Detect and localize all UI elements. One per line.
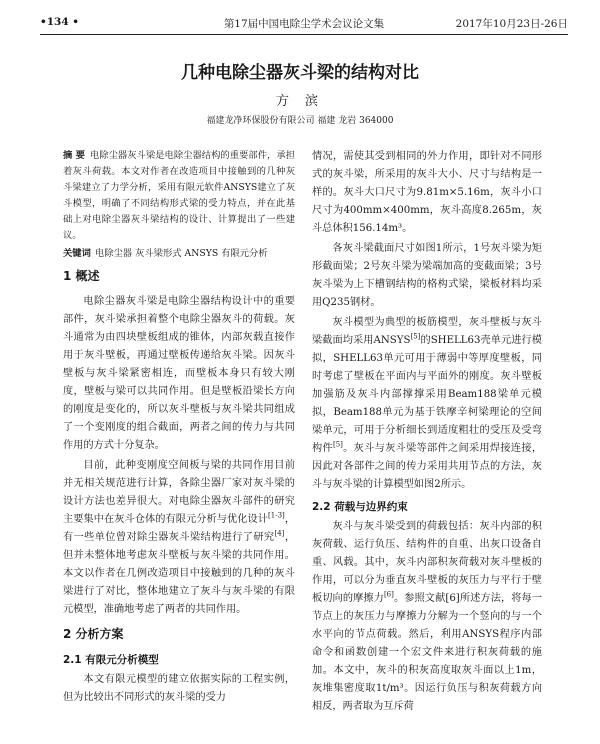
s21p3-text-a: 灰斗模型为典型的板筋模型，灰斗壁板与灰斗梁截面均采用ANSYS: [312, 317, 542, 346]
keywords: [63, 246, 295, 261]
section-2-1-paragraph-1-continued: 情况，需使其受到相同的外力作用，即针对不同形式的灰斗梁，所采用的灰斗大小、尺寸与结构是一样的。灰斗大口尺寸为9.81m×5.16m，灰斗小口尺寸为400mm×400mm，灰斗高度8.265m，灰斗总体积156.14m³。: [312, 151, 542, 234]
keywords-text: 电除尘器 灰斗梁形式 ANSYS 有限元分析: [94, 248, 268, 259]
right-column: [312, 148, 542, 718]
section-2-1-paragraph-2: 各灰斗梁截面尺寸如图1所示，1号灰斗梁为矩形截面梁；2号灰斗梁为梁端加高的变截面梁；3号灰斗梁为上下槽钢结构的格构式梁，梁板材料均采用Q235钢材。: [312, 243, 542, 308]
conference-name: 第17届中国电除尘学术会议论文集: [223, 18, 385, 30]
section-1-paragraph-1: 电除尘器灰斗梁是电除尘器结构设计中的重要部件，灰斗梁承担着整个电除尘器灰斗的荷载。灰斗通常为由四块壁板组成的锥体，内部灰载直接作用于灰斗壁板，再通过壁板传递给灰斗梁。因灰斗壁板与灰斗梁紧密相连，而壁板本身只有较大刚度，壁板与梁可以共同作用。但是壁板沿梁长方向的刚度是变化的，所以灰斗壁板与灰斗梁共同组成了一个变刚度的组合截面，两者之间的传力与共同作用的方式十分复杂。: [63, 296, 295, 451]
s1p2-text-a: 目前，此种变刚度空间板与梁的共同作用目前并无相关规范进行计算，各除尘器厂家对灰斗梁的设计方法也差异很大。对电除尘器灰斗部件的研究主要集中在灰斗仓体的有限元分析与优化设计: [63, 460, 295, 525]
citation-ref: [4]: [274, 529, 285, 538]
abstract-text: 电除尘器灰斗梁是电除尘器结构的重要部件，承担着灰斗荷载。本文对作者在改造项目中接触到的几种灰斗梁建立了力学分析，采用有限元软件ANSYS建立了灰斗模型，明确了不同结构形式梁的受力特点，并在此基础上对电除尘器灰斗梁结构的设计、计算提出了一些建议。: [63, 150, 295, 241]
s1p2-text-b: ，有一些单位曾对除尘器灰斗梁结构进行了研究: [63, 514, 296, 543]
citation-ref: [5]: [332, 440, 343, 449]
section-1-paragraph-2: [63, 457, 295, 619]
section-2-2-heading: 2.2 荷载与边界约束: [312, 501, 408, 513]
section-2-1-paragraph-3: [312, 314, 542, 494]
s1p2-text-c: ，但并未整体地考虑灰斗壁板与灰斗梁的共同作用。本文以作者在几例改造项目中接触到的几种的灰斗梁进行了对比，整体地建立了灰斗与灰斗梁的有限元模型，准确地考虑了两者的共同作用。: [63, 532, 296, 615]
abstract-label: 摘 要: [63, 150, 85, 161]
s22p1-text-b: 。参照文献[6]所述方法，将每一节点上的灰压力与摩擦力分解为一个竖向的与一个水平向的节点荷载。然后，利用ANSYS程序内部命令和函数创建一个宏文件来进行积灰荷载的施加。本文中，灰斗的积灰高度取灰斗面以上1m，灰堆集密度取1t/m³。因运行负压与积灰荷载方向相反，两者取为互斥荷: [312, 593, 543, 712]
s21p3-text-b: 的SHELL63壳单元进行模拟，SHELL63单元可用于薄弱中等厚度壁板，同时考虑了壁板在平面内与平面外的刚度。灰斗壁板加强筋及灰斗内部撑撑采用Beam188梁单元模拟，Beam188单元为基于铁摩辛柯梁理论的空间梁单元，可用于分析细长到适度粗壮的受压及受弯构件: [312, 335, 542, 454]
section-2-2-paragraph-1: [312, 518, 542, 716]
paper-author: 方 滨: [275, 94, 325, 109]
running-header: [40, 14, 568, 35]
author-affiliation: 福建龙净环保股份有限公司 福建 龙岩 364000: [206, 116, 394, 126]
citation-ref: [1-3]: [268, 511, 285, 520]
section-2-1-heading: 2.1 有限元分析模型: [63, 654, 159, 666]
citation-ref: [5]: [410, 332, 421, 341]
section-2-heading: 2 分析方案: [63, 627, 124, 641]
keywords-label: 关键词: [63, 248, 91, 259]
section-2-1-paragraph-1: 本文有限元模型的建立依据实际的工程实例，但为比较出不同形式的灰斗梁的受力: [63, 674, 295, 703]
s22p1-text-a: 灰斗与灰斗梁受到的荷载包括：灰斗内部的积灰荷载、运行负压、结构件的自重、出灰口设备自重、风载。其中，灰斗内部积灰荷载对灰斗壁板的作用，可以分为垂直灰斗壁板的灰压力与平行于壁板切向的摩擦力: [312, 521, 542, 604]
section-1-heading: 1 概述: [63, 269, 100, 283]
left-column: [63, 148, 295, 709]
conference-date: 2017年10月23日-26日: [455, 18, 568, 30]
page-number: •134 •: [40, 16, 79, 28]
paper-title: 几种电除尘器灰斗梁的结构对比: [181, 63, 419, 83]
citation-ref: [6]: [383, 590, 394, 599]
s21p3-text-c: 。灰斗与灰斗梁等部件之间采用焊接连接，因此对各部件之间的传力采用共用节点的方法，灰斗与灰斗梁的计算模型如图2所示。: [312, 443, 543, 490]
abstract: [63, 148, 295, 244]
